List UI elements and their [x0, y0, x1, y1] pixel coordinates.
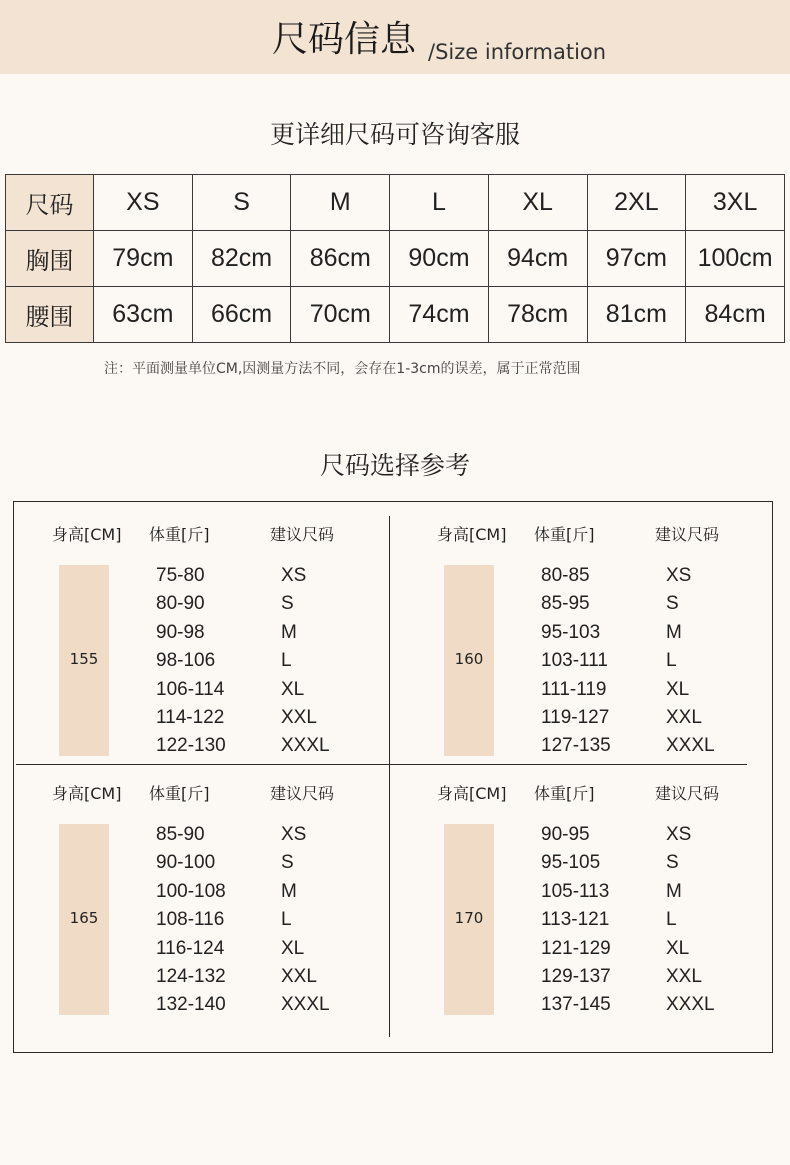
weight-range: 75-80: [156, 565, 205, 586]
suggested-size: M: [666, 880, 682, 902]
weight-range: 95-103: [541, 621, 601, 643]
size-table-cell: 82cm: [192, 231, 291, 287]
list-item: [156, 849, 396, 877]
size-table-row: [6, 231, 785, 287]
suggested-size: S: [281, 852, 294, 874]
size-table-row-label: 腰围: [6, 287, 94, 343]
header-size: 建议尺码: [270, 784, 335, 803]
list-item: [541, 562, 781, 590]
list-item: [156, 732, 396, 760]
header-height: 身高[CM]: [52, 784, 122, 803]
list-item: [541, 732, 781, 760]
weight-range: 132-140: [156, 994, 226, 1016]
consult-text: 更详细尺码可咨询客服: [269, 120, 520, 149]
list-item: [541, 878, 781, 906]
list-item: [541, 704, 781, 732]
height-value: 170: [454, 909, 484, 927]
size-table-cell: 78cm: [488, 287, 587, 343]
reference-group: [437, 522, 790, 772]
size-table-cell: 90cm: [390, 231, 489, 287]
weight-range: 108-116: [156, 909, 225, 931]
list-item: [156, 562, 396, 590]
size-table-cell: 81cm: [587, 287, 686, 343]
list-item: [541, 963, 781, 991]
suggested-size: XL: [281, 937, 305, 959]
suggested-size: XXXL: [281, 735, 330, 757]
size-table-cell: 94cm: [488, 231, 587, 287]
weight-range: 80-90: [156, 593, 205, 615]
size-table-row-label: 尺码: [6, 175, 94, 231]
size-table-cell: 84cm: [686, 287, 785, 343]
list-item: [156, 963, 396, 991]
size-table-cell: 3XL: [686, 175, 785, 231]
size-table-row-label: 胸围: [6, 231, 94, 287]
height-value: 155: [69, 650, 99, 668]
weight-range: 137-145: [541, 994, 611, 1016]
size-table-cell: 66cm: [192, 287, 291, 343]
weight-range: 122-130: [156, 735, 226, 757]
size-table-row: [6, 287, 785, 343]
suggested-size: XL: [666, 678, 690, 700]
header-height: 身高[CM]: [52, 525, 122, 544]
page-title: 尺码信息: [272, 19, 417, 60]
suggested-size: L: [281, 650, 292, 672]
weight-range: 90-95: [541, 824, 590, 845]
reference-group: [52, 781, 422, 1031]
list-item: [541, 906, 781, 934]
weight-size-list: [156, 562, 396, 761]
suggested-size: L: [281, 909, 292, 931]
list-item: [541, 821, 781, 849]
header-size: 建议尺码: [655, 525, 720, 544]
weight-range: 129-137: [541, 965, 611, 987]
header-weight: 体重[斤]: [149, 525, 210, 544]
weight-size-list: [156, 821, 396, 1020]
weight-range: 111-119: [541, 678, 607, 700]
weight-range: 80-85: [541, 565, 590, 586]
size-table-cell: 63cm: [94, 287, 193, 343]
size-table-cell: 86cm: [291, 231, 390, 287]
header-height: 身高[CM]: [437, 525, 507, 544]
suggested-size: S: [666, 593, 679, 615]
list-item: [156, 935, 396, 963]
size-table-cell: 97cm: [587, 231, 686, 287]
weight-range: 113-121: [541, 909, 610, 931]
suggested-size: XXXL: [281, 994, 330, 1016]
header-height: 身高[CM]: [437, 784, 507, 803]
size-table-cell: 2XL: [587, 175, 686, 231]
weight-range: 121-129: [541, 937, 611, 959]
list-item: [156, 647, 396, 675]
size-table-cell: XL: [488, 175, 587, 231]
size-table-cell: L: [390, 175, 489, 231]
size-table-cell: 70cm: [291, 287, 390, 343]
weight-range: 90-98: [156, 621, 205, 643]
measurement-note: 注：平面测量单位CM,因测量方法不同，会存在1-3cm的误差，属于正常范围: [104, 361, 581, 377]
reference-group: [52, 522, 422, 772]
suggested-size: M: [281, 880, 297, 902]
weight-range: 85-95: [541, 593, 590, 615]
list-item: [541, 676, 781, 704]
list-item: [156, 906, 396, 934]
size-table-cell: S: [192, 175, 291, 231]
suggested-size: XXL: [281, 706, 317, 728]
header-size: 建议尺码: [655, 784, 720, 803]
suggested-size: L: [666, 650, 677, 672]
suggested-size: M: [666, 621, 682, 643]
suggested-size: XS: [666, 824, 692, 845]
list-item: [541, 935, 781, 963]
list-item: [541, 619, 781, 647]
weight-range: 95-105: [541, 852, 601, 874]
header-weight: 体重[斤]: [534, 525, 595, 544]
weight-range: 127-135: [541, 735, 611, 757]
list-item: [541, 647, 781, 675]
suggested-size: XXXL: [666, 735, 715, 757]
weight-range: 124-132: [156, 965, 226, 987]
list-item: [541, 590, 781, 618]
suggested-size: XXL: [666, 706, 702, 728]
suggested-size: XS: [666, 565, 692, 586]
suggested-size: L: [666, 909, 677, 931]
suggested-size: XXL: [666, 965, 702, 987]
list-item: [156, 704, 396, 732]
size-table-row: [6, 175, 785, 231]
header-banner: [0, 0, 790, 74]
suggested-size: S: [281, 593, 294, 615]
suggested-size: XXXL: [666, 994, 715, 1016]
list-item: [541, 849, 781, 877]
list-item: [156, 676, 396, 704]
suggested-size: XXL: [281, 965, 317, 987]
list-item: [156, 878, 396, 906]
header-size: 建议尺码: [270, 525, 335, 544]
size-table-cell: 100cm: [686, 231, 785, 287]
suggested-size: S: [666, 852, 679, 874]
list-item: [156, 991, 396, 1019]
reference-group: [437, 781, 790, 1031]
weight-size-list: [541, 821, 781, 1020]
list-item: [156, 590, 396, 618]
weight-range: 103-111: [541, 650, 608, 672]
suggested-size: XL: [666, 937, 690, 959]
weight-range: 106-114: [156, 678, 225, 700]
weight-range: 90-100: [156, 852, 216, 874]
height-value: 165: [69, 909, 99, 927]
reference-title: 尺码选择参考: [319, 451, 470, 480]
list-item: [156, 619, 396, 647]
size-table-cell: M: [291, 175, 390, 231]
page-subtitle: /Size information: [428, 40, 607, 64]
list-item: [156, 821, 396, 849]
size-table-cell: XS: [94, 175, 193, 231]
header-weight: 体重[斤]: [534, 784, 595, 803]
weight-range: 105-113: [541, 880, 610, 902]
suggested-size: XS: [281, 824, 307, 845]
suggested-size: XL: [281, 678, 305, 700]
header-weight: 体重[斤]: [149, 784, 210, 803]
size-table-cell: 74cm: [390, 287, 489, 343]
weight-size-list: [541, 562, 781, 761]
list-item: [541, 991, 781, 1019]
suggested-size: M: [281, 621, 297, 643]
weight-range: 119-127: [541, 706, 610, 728]
weight-range: 114-122: [156, 706, 225, 728]
weight-range: 116-124: [156, 937, 225, 959]
size-table-cell: 79cm: [94, 231, 193, 287]
suggested-size: XS: [281, 565, 307, 586]
height-value: 160: [454, 650, 484, 668]
size-table: [5, 174, 785, 343]
weight-range: 85-90: [156, 824, 205, 845]
weight-range: 98-106: [156, 650, 216, 672]
weight-range: 100-108: [156, 880, 226, 902]
